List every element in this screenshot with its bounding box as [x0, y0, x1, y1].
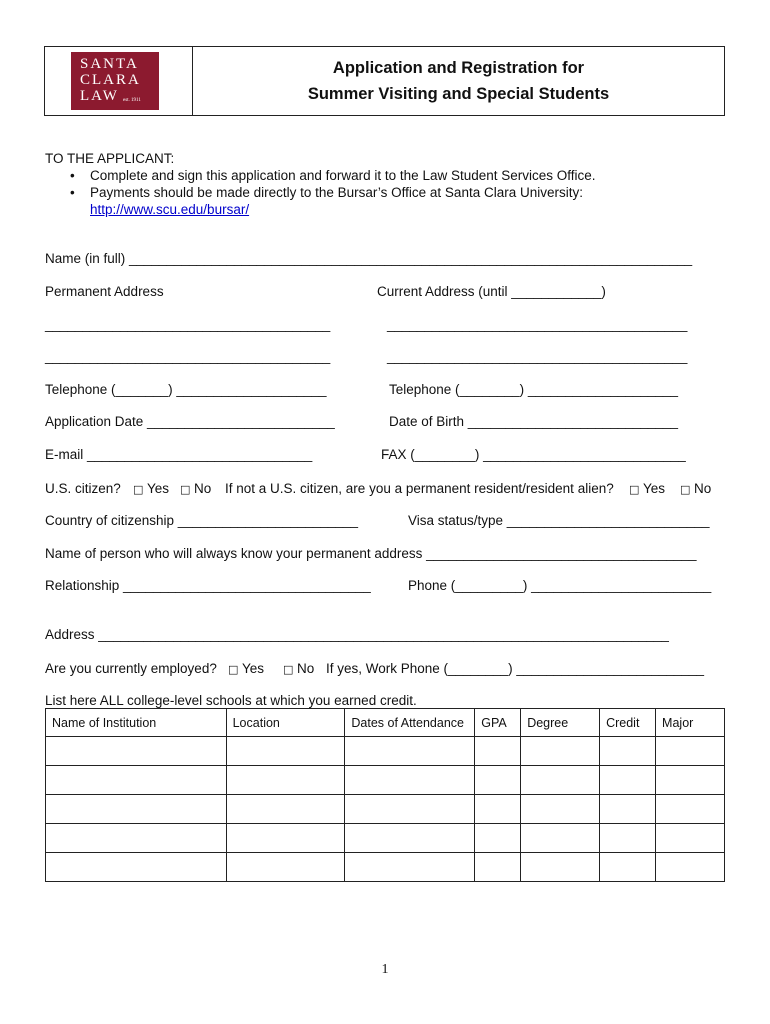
table-cell[interactable] — [521, 795, 600, 824]
column-header: Dates of Attendance — [345, 709, 475, 737]
table-row — [46, 853, 725, 882]
intro-heading: TO THE APPLICANT: — [45, 151, 175, 166]
checkbox-icon[interactable]: □ — [228, 663, 239, 676]
date-of-birth-field[interactable]: Date of Birth ____________________________ — [389, 414, 679, 429]
permanent-address-line-1[interactable]: ______________________________________ — [45, 317, 331, 332]
instruction-bullet-1: • Complete and sign this application and forward it to the Law Student Services Office. — [90, 168, 596, 183]
permanent-address-line-2[interactable]: ______________________________________ — [45, 349, 331, 364]
column-header: Credit — [600, 709, 656, 737]
citizen-yes-label: Yes — [147, 481, 170, 496]
bursar-link[interactable]: http://www.scu.edu/bursar/ — [90, 202, 250, 217]
table-cell[interactable] — [521, 853, 600, 882]
table-cell[interactable] — [345, 853, 475, 882]
table-cell[interactable] — [46, 853, 227, 882]
current-address-line-2[interactable]: ________________________________________ — [387, 349, 688, 364]
column-header: Location — [226, 709, 345, 737]
column-header: Name of Institution — [46, 709, 227, 737]
table-cell[interactable] — [226, 853, 345, 882]
table-cell[interactable] — [475, 824, 521, 853]
schools-table — [45, 708, 725, 882]
current-address-field[interactable]: Current Address (until ____________) — [377, 284, 606, 299]
table-cell[interactable] — [475, 737, 521, 766]
name-field[interactable]: Name (in full) ___________________________________________________________________________ — [45, 251, 693, 266]
table-cell[interactable] — [475, 766, 521, 795]
table-row — [46, 737, 725, 766]
table-cell[interactable] — [600, 824, 656, 853]
application-date-field[interactable]: Application Date _________________________ — [45, 414, 335, 429]
current-address-line-1[interactable]: ________________________________________ — [387, 317, 688, 332]
work-phone-field[interactable]: If yes, Work Phone (________) _________________________ — [326, 661, 705, 676]
checkbox-icon[interactable]: □ — [629, 483, 640, 496]
table-cell[interactable] — [600, 766, 656, 795]
relationship-field[interactable]: Relationship _________________________________ — [45, 578, 371, 593]
schools-intro: List here ALL college-level schools at which you earned credit. — [45, 693, 417, 708]
email-field[interactable]: E-mail ______________________________ — [45, 447, 313, 462]
visa-status-field[interactable]: Visa status/type ___________________________ — [408, 513, 710, 528]
table-cell[interactable] — [600, 737, 656, 766]
contact-address-field[interactable]: Address ____________________________________________________________________________ — [45, 627, 669, 642]
employed-no-label: No — [297, 661, 315, 676]
checkbox-icon[interactable]: □ — [133, 483, 144, 496]
table-cell[interactable] — [521, 766, 600, 795]
table-cell[interactable] — [475, 795, 521, 824]
logo-cell — [45, 47, 193, 115]
table-cell[interactable] — [345, 737, 475, 766]
table-cell[interactable] — [656, 795, 725, 824]
table-cell[interactable] — [521, 737, 600, 766]
permanent-address-label: Permanent Address — [45, 284, 164, 299]
current-telephone-field[interactable]: Telephone (________) ____________________ — [389, 382, 679, 397]
form-title: Application and Registration for Summer Visiting and Special Students — [307, 59, 610, 103]
table-cell[interactable] — [521, 824, 600, 853]
table-cell[interactable] — [600, 795, 656, 824]
table-row — [46, 824, 725, 853]
employed-yes-label: Yes — [242, 661, 265, 676]
contact-person-field[interactable]: Name of person who will always know your permanent address ____________________________________ — [45, 546, 697, 561]
country-of-citizenship-field[interactable]: Country of citizenship ________________________ — [45, 513, 359, 528]
table-cell[interactable] — [600, 853, 656, 882]
table-row — [46, 766, 725, 795]
column-header: GPA — [475, 709, 521, 737]
table-cell[interactable] — [226, 737, 345, 766]
table-cell[interactable] — [345, 795, 475, 824]
fax-field[interactable]: FAX (________) ___________________________ — [381, 447, 686, 462]
table-cell[interactable] — [345, 766, 475, 795]
table-cell[interactable] — [345, 824, 475, 853]
table-cell[interactable] — [475, 853, 521, 882]
table-cell[interactable] — [656, 853, 725, 882]
checkbox-icon[interactable]: □ — [180, 483, 191, 496]
citizen-no-label: No — [194, 481, 212, 496]
table-cell[interactable] — [46, 766, 227, 795]
table-cell[interactable] — [226, 795, 345, 824]
table-cell[interactable] — [226, 824, 345, 853]
table-cell[interactable] — [226, 766, 345, 795]
resident-yes-label: Yes — [643, 481, 666, 496]
column-header: Major — [656, 709, 725, 737]
column-header: Degree — [521, 709, 600, 737]
resident-no-label: No — [694, 481, 712, 496]
table-cell[interactable] — [656, 737, 725, 766]
table-header-row — [46, 709, 725, 737]
santa-clara-law-logo: SANTA CLARA LAW est. 1911 — [71, 52, 159, 110]
checkbox-icon[interactable]: □ — [680, 483, 691, 496]
table-cell[interactable] — [46, 737, 227, 766]
permanent-telephone-field[interactable]: Telephone (_______) ____________________ — [45, 382, 327, 397]
employed-question: Are you currently employed? — [45, 661, 217, 676]
table-cell[interactable] — [656, 766, 725, 795]
checkbox-icon[interactable]: □ — [283, 663, 294, 676]
header-box — [44, 46, 725, 116]
resident-question: If not a U.S. citizen, are you a permanent resident/resident alien? — [225, 481, 614, 496]
table-cell[interactable] — [46, 795, 227, 824]
table-cell[interactable] — [46, 824, 227, 853]
contact-phone-field[interactable]: Phone (_________) ________________________ — [408, 578, 712, 593]
citizen-question: U.S. citizen? — [45, 481, 121, 496]
table-row — [46, 795, 725, 824]
instruction-bullet-2: • Payments should be made directly to the Bursar’s Office at Santa Clara University: — [90, 185, 583, 200]
table-cell[interactable] — [656, 824, 725, 853]
page-number: 1 — [381, 962, 389, 977]
